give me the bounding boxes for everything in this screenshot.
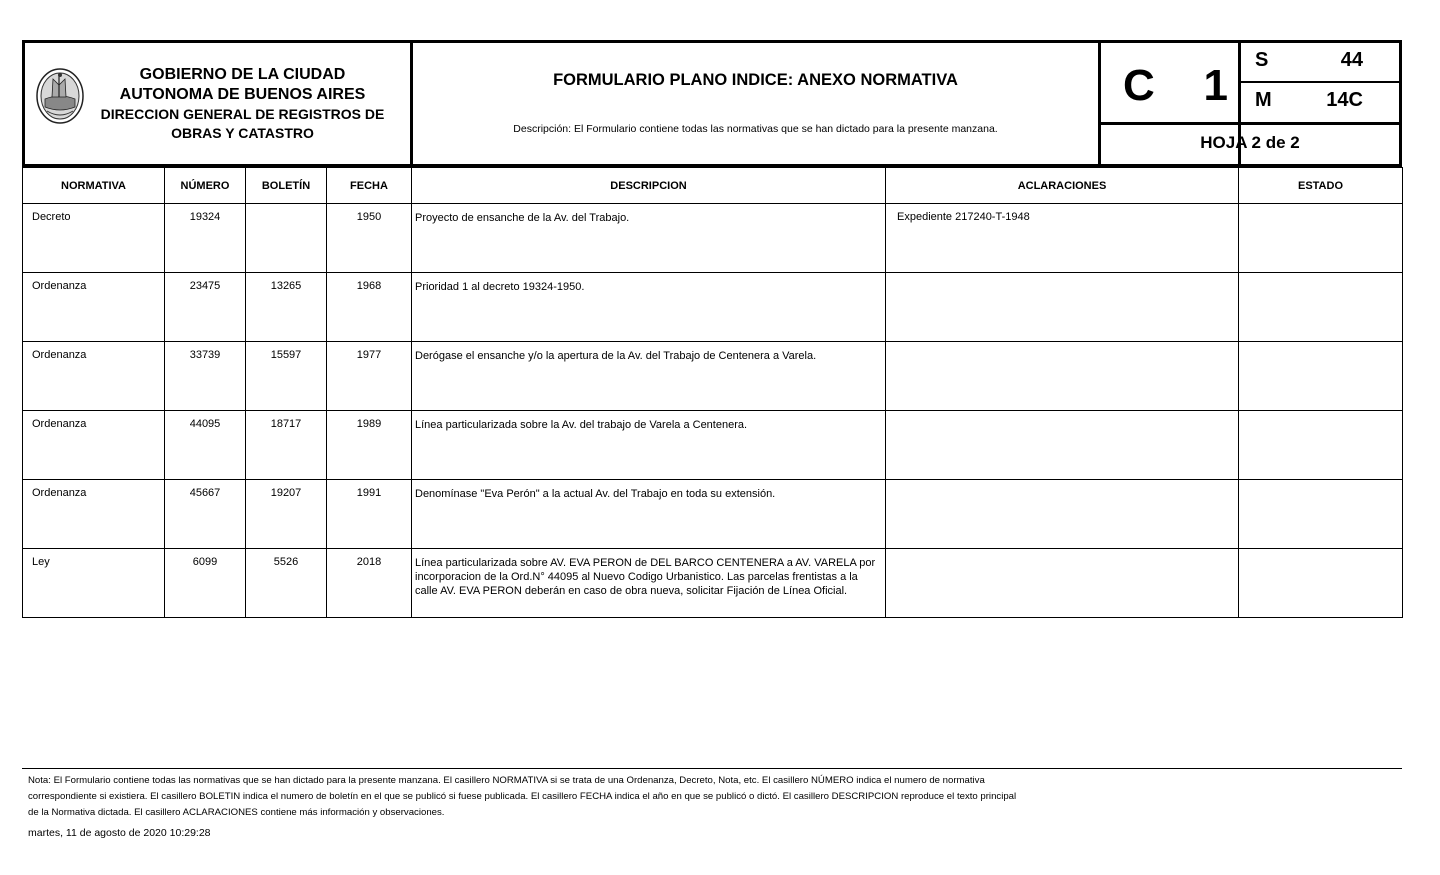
cell-normativa: Decreto [23,204,165,273]
cell-descripcion: Línea particularizada sobre la Av. del trabajo de Varela a Centenera. [412,411,886,480]
org-line-1: GOBIERNO DE LA CIUDAD [139,66,346,83]
section-value: 44 [1340,49,1363,71]
organization-name [85,65,400,143]
cell-descripcion: Línea particularizada sobre AV. EVA PERON de DEL BARCO CENTENERA a AV. VARELA por incorporacion de la Ord.N° 44095 al Nuevo Codigo Urbanistico. Las parcelas frentistas a la calle AV. EVA PERON deberán en caso de obra nueva, solicitar Fijación de Línea Oficial. [412,549,886,618]
cell-boletin: 15597 [246,342,327,411]
manzana-row [1241,83,1399,121]
footer-note-line-1: Nota: El Formulario contiene todas las normativas que se han dictado para la presente manzana. El casillero NORMATIVA si se trata de una Ordenanza, Decreto, Nota, etc. El casillero NÚMERO indica el numero de normativa [28,775,985,786]
cell-aclaraciones [886,273,1239,342]
cell-estado [1239,342,1403,411]
cell-descripcion: Proyecto de ensanche de la Av. del Trabajo. [412,204,886,273]
cell-estado [1239,549,1403,618]
cell-numero: 33739 [165,342,246,411]
table-row [23,411,1403,480]
org-line-3: DIRECCION GENERAL DE REGISTROS DE [100,106,385,122]
cell-fecha: 1991 [327,480,412,549]
cell-numero: 6099 [165,549,246,618]
manzana-label: M [1255,89,1272,111]
organization-cell [25,43,413,164]
cell-fecha: 2018 [327,549,412,618]
column-header-numero: NÚMERO [165,168,246,204]
cell-numero: 44095 [165,411,246,480]
cell-boletin: 19207 [246,480,327,549]
cell-numero: 23475 [165,273,246,342]
cell-fecha: 1968 [327,273,412,342]
normativa-table [22,167,1403,618]
org-line-2: AUTONOMA DE BUENOS AIRES [119,86,366,103]
manzana-value: 14C [1326,89,1363,111]
cell-estado [1239,273,1403,342]
cell-estado [1239,480,1403,549]
code-letter: C [1123,61,1155,110]
cell-numero: 19324 [165,204,246,273]
cell-aclaraciones: Expediente 217240-T-1948 [886,204,1239,273]
cell-descripcion: Prioridad 1 al decreto 19324-1950. [412,273,886,342]
section-row [1241,43,1399,83]
table-row [23,204,1403,273]
cell-aclaraciones [886,480,1239,549]
table-row [23,342,1403,411]
cell-fecha: 1989 [327,411,412,480]
form-description: Descripción: El Formulario contiene todas las normativas que se han dictado para la presente manzana. [513,123,998,135]
cell-boletin: 5526 [246,549,327,618]
column-header-estado: ESTADO [1239,168,1403,204]
print-date: martes, 11 de agosto de 2020 10:29:28 [28,827,211,839]
footer-note [28,773,1088,821]
cell-normativa: Ley [23,549,165,618]
column-header-descripcion: DESCRIPCION [412,168,886,204]
org-line-4: OBRAS Y CATASTRO [171,125,314,141]
sheet-counter: HOJA 2 de 2 [1200,133,1300,152]
cell-normativa: Ordenanza [23,411,165,480]
footer-note-line-2: correspondiente si existiera. El casillero BOLETIN indica el numero de boletín en el que se publicó si fuese publicada. El casillero FECHA indica el año en que se publicó o dictó. El casillero DESCRIPCION reproduce el texto principal [28,791,1017,802]
code-number: 1 [1203,61,1228,110]
section-label: S [1255,49,1269,71]
cell-aclaraciones [886,549,1239,618]
table-row [23,480,1403,549]
cell-descripcion: Derógase el ensanche y/o la apertura de la Av. del Trabajo de Centenera a Varela. [412,342,886,411]
table-header-row [23,168,1403,204]
cell-aclaraciones [886,342,1239,411]
cell-boletin [246,204,327,273]
cell-boletin: 18717 [246,411,327,480]
column-header-aclaraciones: ACLARACIONES [886,168,1239,204]
cell-normativa: Ordenanza [23,342,165,411]
column-header-fecha: FECHA [327,168,412,204]
table-row [23,549,1403,618]
footer-divider [22,768,1402,769]
form-title: FORMULARIO PLANO INDICE: ANEXO NORMATIVA [553,71,958,89]
footer-note-line-3: de la Normativa dictada. El casillero ACLARACIONES contiene más información y observaciones. [28,807,445,818]
cell-estado [1239,204,1403,273]
cell-aclaraciones [886,411,1239,480]
column-header-boletin: BOLETÍN [246,168,327,204]
form-header [22,40,1402,167]
cell-descripcion: Denomínase "Eva Perón" a la actual Av. del Trabajo en toda su extensión. [412,480,886,549]
cell-numero: 45667 [165,480,246,549]
table-row [23,273,1403,342]
form-title-cell [413,43,1101,164]
city-coat-of-arms-icon [35,67,85,125]
column-header-normativa: NORMATIVA [23,168,165,204]
cell-normativa: Ordenanza [23,273,165,342]
cell-fecha: 1977 [327,342,412,411]
cell-normativa: Ordenanza [23,480,165,549]
cell-boletin: 13265 [246,273,327,342]
cell-estado [1239,411,1403,480]
cell-fecha: 1950 [327,204,412,273]
